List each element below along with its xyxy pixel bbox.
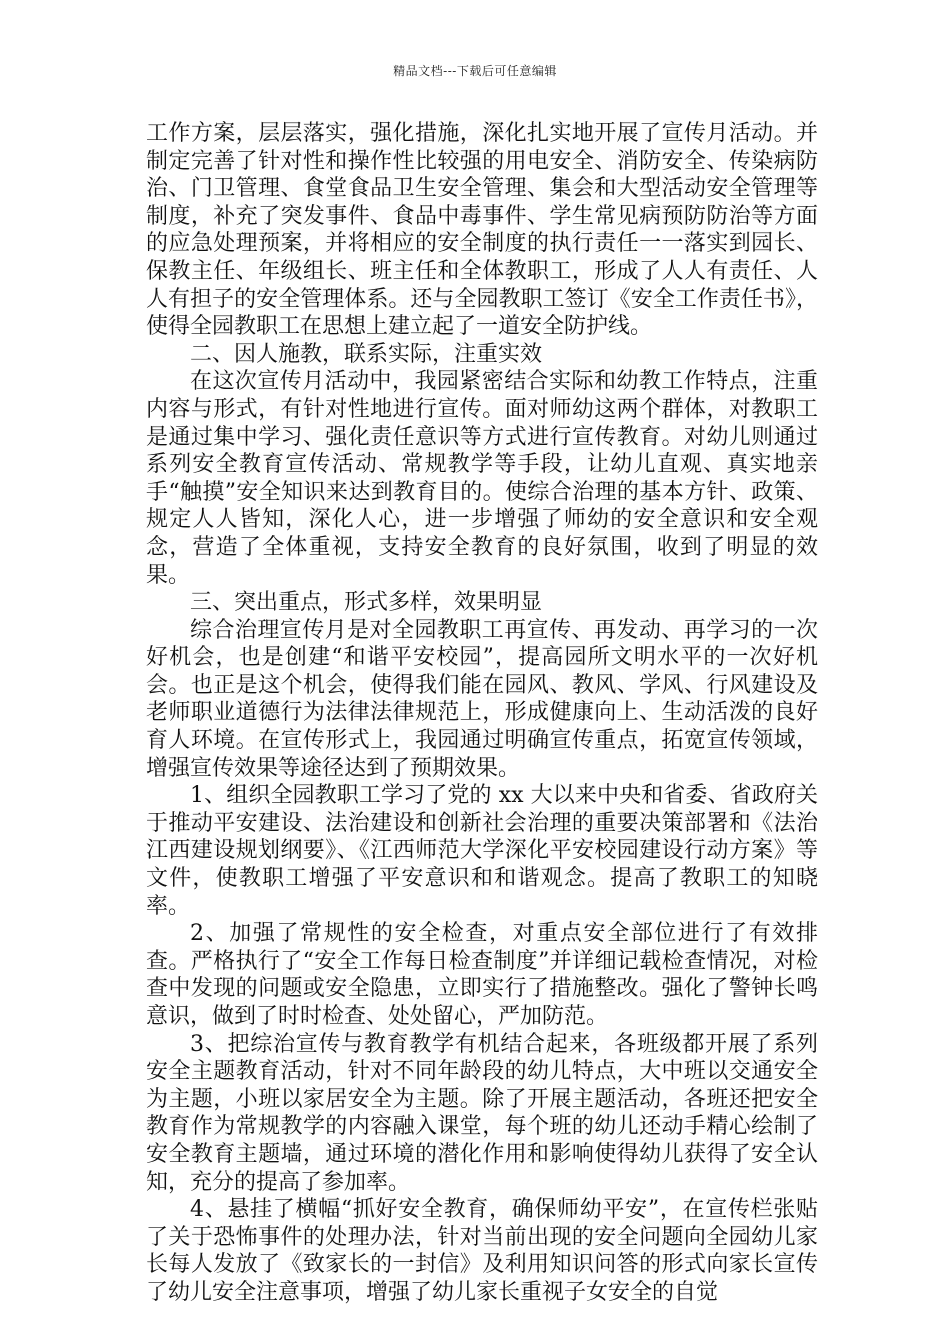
- list-item: 3、把综治宣传与教育教学有机结合起来，各班级都开展了系列安全主题教育活动，针对不同年龄段的幼儿特点，大中班以交通安全为主题，小班以家居安全为主题。除了开展主题活动，各班还把安全教育作为常规教学的内容融入课堂，每个班的幼儿还动手精心绘制了安全教育主题墙，通过环境的潜化作用和影响使得幼儿获得了安全认知，充分的提高了参加率。: [146, 1031, 818, 1195]
- paragraph: 工作方案，层层落实，强化措施，深化扎实地开展了宣传月活动。并制定完善了针对性和操作性比较强的用电安全、消防安全、传染病防治、门卫管理、食堂食品卫生安全管理、集会和大型活动安全管理等制度，补充了突发事件、食品中毒事件、学生常见病预防防治等方面的应急处理预案，并将相应的安全制度的执行责任一一落实到园长、保教主任、年级组长、班主任和全体教职工，形成了人人有责任、人人有担子的安全管理体系。还与全园教职工签订《安全工作责任书》，使得全园教职工在思想上建立起了一道安全防护线。: [146, 121, 818, 340]
- section-heading: 三、突出重点，形式多样，效果明显: [190, 590, 543, 616]
- list-item: 1、组织全园教职工学习了党的 xx 大以来中央和省委、省政府关于推动平安建设、法治建设和创新社会治理的重要决策部署和《法治江西建设规划纲要》、《江西师范大学深化平安校园建设行动方案》等文件，使教职工增强了平安意识和和谐观念。提高了教职工的知晓率。: [146, 783, 818, 919]
- list-item: 2、加强了常规性的安全检查，对重点安全部位进行了有效排查。严格执行了“安全工作每日检查制度”并详细记载检查情况，对检查中发现的问题或安全隐患，立即实行了措施整改。强化了警钟长鸣意识，做到了时时检查、处处留心，严加防范。: [146, 921, 818, 1029]
- paragraph: 综合治理宣传月是对全园教职工再宣传、再发动、再学习的一次好机会，也是创建“和谐平安校园”，提高园所文明水平的一次好机会。也正是这个机会，使得我们能在园风、教风、学风、行风建设及老师职业道德行为法律法律规范上，形成健康向上、生动活泼的良好育人环境。在宣传形式上，我园通过明确宣传重点，拓宽宣传领域，增强宣传效果等途径达到了预期效果。: [146, 617, 818, 781]
- paragraph: 在这次宣传月活动中，我园紧密结合实际和幼教工作特点，注重内容与形式，有针对性地进行宣传。面对师幼这两个群体，对教职工是通过集中学习、强化责任意识等方式进行宣传教育。对幼儿则通过系列安全教育宣传活动、常规教学等手段，让幼儿直观、真实地亲手“触摸”安全知识来达到教育目的。使综合治理的基本方针、政策、规定人人皆知，深化人心，进一步增强了师幼的安全意识和安全观念，营造了全体重视，支持安全教育的良好氛围，收到了明显的效果。: [146, 369, 818, 588]
- page-header: 精品文档---下载后可任意编辑: [393, 64, 557, 78]
- document-body: [146, 120, 818, 1307]
- list-item: 4、悬挂了横幅“抓好安全教育，确保师幼平安”，在宣传栏张贴了关于恐怖事件的处理办法，针对当前出现的安全问题向全园幼儿家长每人发放了《致家长的一封信》及利用知识问答的形式向家长宣传了幼儿安全注意事项，增强了幼儿家长重视子女安全的自觉: [146, 1197, 818, 1305]
- section-heading: 二、因人施教，联系实际，注重实效: [190, 341, 543, 367]
